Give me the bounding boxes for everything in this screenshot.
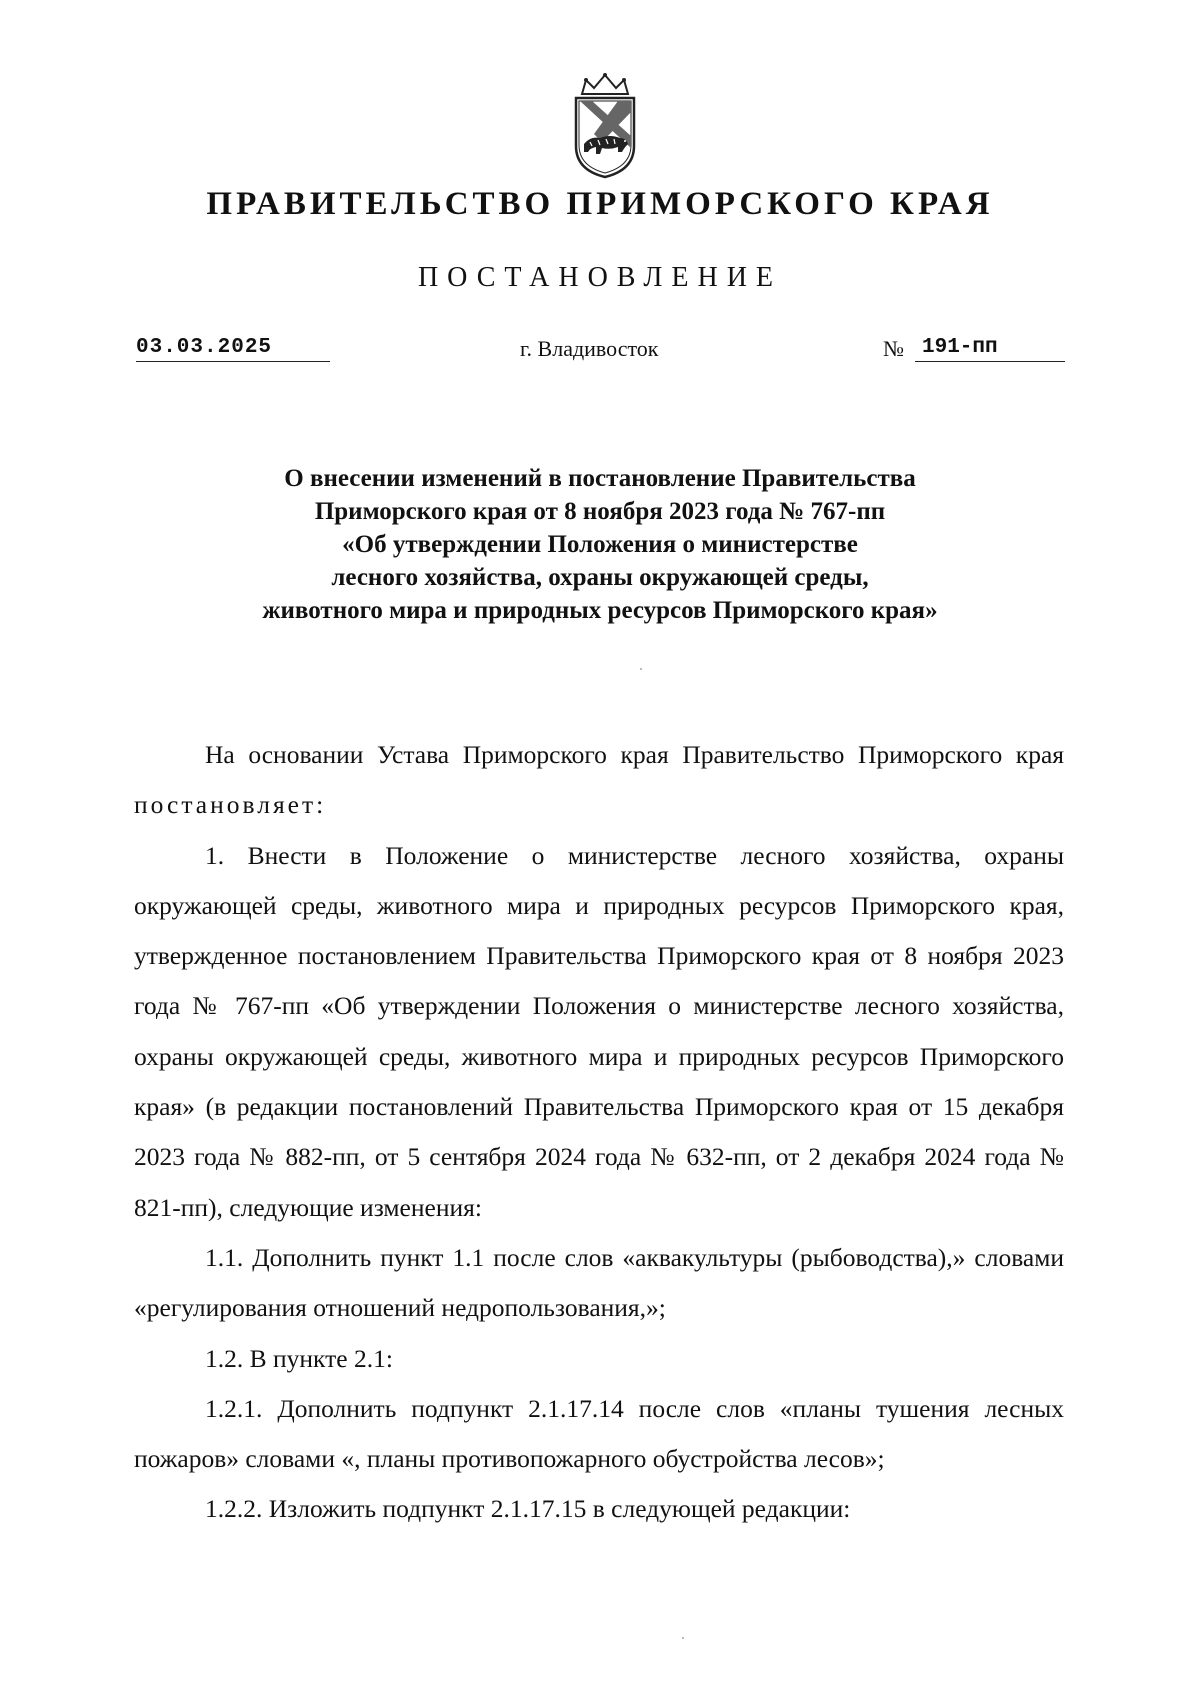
heading-line: «Об утверждении Положения о министерстве bbox=[342, 531, 858, 558]
paragraph-intro bbox=[134, 730, 1064, 831]
heading-line: животного мира и природных ресурсов Приморского края» bbox=[262, 597, 938, 624]
number-underline bbox=[915, 361, 1065, 362]
document-number: 191-пп bbox=[922, 336, 998, 359]
document-city: г. Владивосток bbox=[520, 336, 659, 361]
number-sign: № bbox=[883, 336, 904, 361]
government-title: ПРАВИТЕЛЬСТВО ПРИМОРСКОГО КРАЯ bbox=[206, 186, 994, 222]
scan-speck bbox=[640, 668, 642, 670]
heading-line: О внесении изменений в постановление Правительства bbox=[284, 465, 916, 492]
scan-speck bbox=[682, 1637, 684, 1639]
paragraph-1-2-1: 1.2.1. Дополнить подпункт 2.1.17.14 после слов «планы тушения лесных пожаров» словами «, планы противопожарного обустройства лесов»; bbox=[134, 1393, 1064, 1474]
paragraph-1-2: 1.2. В пункте 2.1: bbox=[205, 1343, 393, 1373]
date-underline bbox=[136, 361, 330, 362]
paragraph-1-1: 1.1. Дополнить пункт 1.1 после слов «аквакультуры (рыбоводства),» словами «регулирования отношений недропользования,»; bbox=[134, 1242, 1064, 1323]
document-body bbox=[134, 730, 1064, 1535]
heading-line: Приморского края от 8 ноября 2023 года № 767-пп bbox=[314, 498, 886, 525]
document-heading bbox=[0, 462, 1200, 627]
heading-line: лесного хозяйства, охраны окружающей среды, bbox=[331, 564, 869, 591]
paragraph-1-2-2: 1.2.2. Изложить подпункт 2.1.17.15 в следующей редакции: bbox=[205, 1494, 851, 1524]
document-type: ПОСТАНОВЛЕНИЕ bbox=[417, 262, 783, 293]
document-date: 03.03.2025 bbox=[136, 336, 273, 359]
paragraph-1: 1. Внести в Положение о министерстве лесного хозяйства, охраны окружающей среды, животного мира и природных ресурсов Приморского края, утвержденное постановлением Правительства Приморского края от 8 ноября 2023 года № 767-пп «Об утверждении Положения о министерстве лесного хозяйства, охраны окружающей среды, животного мира и природных ресурсов Приморского края» (в редакции постановлений Правительства Приморского края от 15 декабря 2023 года № 882-пп, от 5 сентября 2024 года № 632-пп, от 2 декабря 2024 года № 821-пп), следующие изменения: bbox=[134, 840, 1064, 1222]
intro-resolves: постановляет: bbox=[134, 790, 327, 820]
primorsky-krai-coat-of-arms-icon bbox=[570, 72, 640, 180]
intro-text: На основании Устава Приморского края Правительство Приморского края bbox=[205, 740, 1064, 769]
